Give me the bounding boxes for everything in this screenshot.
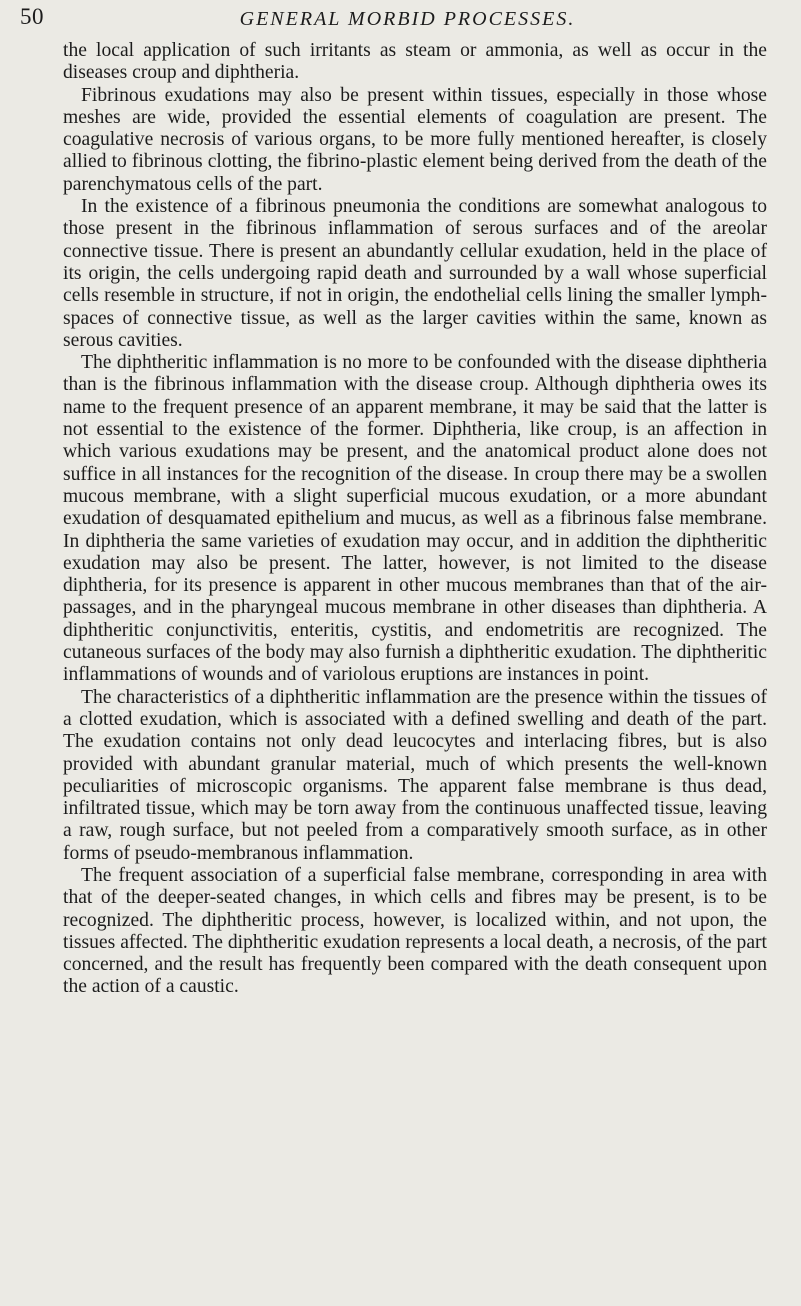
paragraph: The characteristics of a diphtheritic inflammation are the presence within the tissues of a clotted exudation, which is associated with a defined swelling and death of the part. The exudation contains not only dead leucocytes and interlacing fibres, but is also provided with abundant granular material, much of which presents the well-known peculiarities of microscopic organisms. The apparent false membrane is thus dead, infiltrated tissue, which may be torn away from the continuous unaffected tissue, leaving a raw, rough surface, but not peeled from a comparatively smooth surface, as in other forms of pseudo-membranous inflammation. — [63, 686, 767, 864]
paragraph: The frequent association of a superficial false membrane, corresponding in area with that of the deeper-seated changes, in which cells and fibres may be present, is to be recognized. The diphtheritic process, however, is localized within, and not upon, the tissues affected. The diphtheritic exudation represents a local death, a necrosis, of the part concerned, and the result has frequently been compared with the death consequent upon the action of a caustic. — [63, 864, 767, 998]
paragraph: the local application of such irritants as steam or ammonia, as well as occur in the diseases croup and diphtheria. — [63, 40, 767, 84]
running-head: GENERAL MORBID PROCESSES. — [239, 8, 576, 30]
paragraph: In the existence of a fibrinous pneumonia the conditions are somewhat analogous to those present in the fibrinous inflammation of serous surfaces and of the areolar connective tissue. There is present an abundantly cellular exudation, held in the place of its origin, the cells undergoing rapid death and surrounded by a wall whose superficial cells resemble in structure, if not in origin, the endothelial cells lining the smaller lymph-spaces of connective tissue, as well as the larger cavities within the same, known as serous cavities. — [63, 196, 767, 351]
page-header — [20, 4, 755, 36]
body-text — [63, 40, 767, 999]
paragraph: The diphtheritic inflammation is no more to be confounded with the disease diphtheria than is the fibrinous inflammation with the disease croup. Although diphtheria owes its name to the frequent presence of an apparent membrane, it may be said that the latter is not essential to the existence of the former. Diphtheria, like croup, is an affection in which various exudations may be present, and the anatomical product alone does not suffice in all instances for the recognition of the disease. In croup there may be a swollen mucous membrane, with a slight superficial mucous exudation, or a more abundant exudation of desquamated epithelium and mucus, as well as a fibrinous false membrane. In diphtheria the same varieties of exudation may occur, and in addition the diphtheritic exudation may also be present. The latter, however, is not limited to the disease diphtheria, for its presence is apparent in other mucous membranes than that of the air-passages, and in the pharyngeal mucous membrane in other diseases than diphtheria. A diphtheritic conjunctivitis, enteritis, cystitis, and endometritis are recognized. The cutaneous surfaces of the body may also furnish a diphtheritic exudation. The diphtheritic inflammations of wounds and of variolous eruptions are instances in point. — [63, 352, 767, 686]
page-number: 50 — [20, 4, 44, 29]
paragraph: Fibrinous exudations may also be present within tissues, especially in those whose meshes are wide, provided the essential elements of coagulation are present. The coagulative necrosis of various organs, to be more fully mentioned hereafter, is closely allied to fibrinous clotting, the fibrino-plastic element being derived from the death of the parenchymatous cells of the part. — [63, 84, 767, 195]
